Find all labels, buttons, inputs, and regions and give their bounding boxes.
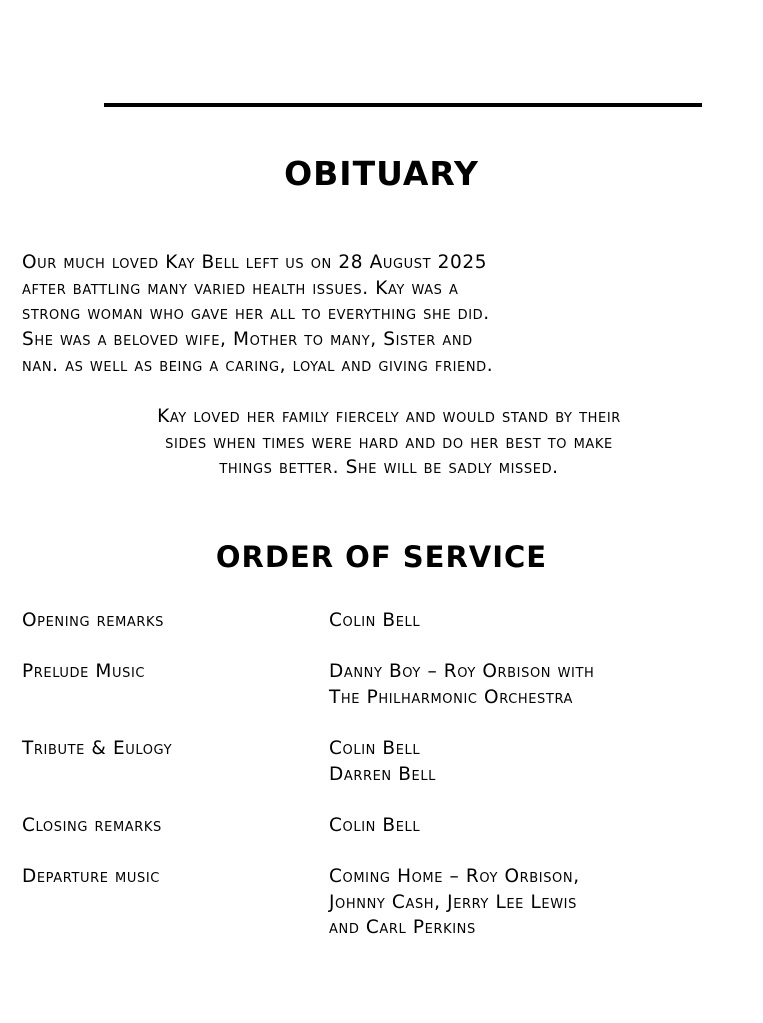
service-item-value-line: Colin Bell xyxy=(329,815,421,836)
obituary-paragraph-1-line: strong woman who gave her all to everything she did. xyxy=(22,303,490,325)
obituary-paragraph-1-line: She was a beloved wife, Mother to many, Sister and xyxy=(22,329,473,351)
obituary-paragraph-2-line: Kay loved her family fiercely and would stand by their xyxy=(157,406,621,427)
service-item-value-line: Coming Home – Roy Orbison, xyxy=(329,866,580,887)
obituary-paragraph-1-line: Our much loved Kay Bell left us on 28 August 2025 xyxy=(22,252,488,273)
service-item-label: Opening remarks xyxy=(22,610,165,631)
service-item-value-line: Colin Bell xyxy=(329,738,421,759)
service-item-value-line: Johnny Cash, Jerry Lee Lewis xyxy=(329,891,577,913)
service-item-value xyxy=(329,608,420,634)
service-item-label: Departure music xyxy=(22,866,160,887)
obituary-paragraph-1-line: nan. as well as being a caring, loyal and giving friend. xyxy=(22,354,494,376)
obituary-paragraph-1-line: after battling many varied health issues. Kay was a xyxy=(22,277,459,299)
obituary-paragraph-2-line: sides when times were hard and do her best to make xyxy=(165,431,613,453)
obituary-title: OBITUARY xyxy=(284,154,479,193)
service-item-value-line: and Carl Perkins xyxy=(329,917,476,939)
service-item-label: Closing remarks xyxy=(22,815,162,836)
service-item-value-line: The Philharmonic Orchestra xyxy=(329,686,574,708)
service-item-value-line: Danny Boy – Roy Orbison with xyxy=(329,661,595,682)
service-item-value-line: Darren Bell xyxy=(329,763,437,785)
service-item-value xyxy=(329,736,436,787)
service-item-value xyxy=(329,864,580,941)
service-item-value xyxy=(329,813,420,839)
service-item-value xyxy=(329,659,594,710)
service-item-label: Prelude Music xyxy=(22,661,146,682)
service-item-label: Tribute & Eulogy xyxy=(22,738,173,759)
obituary-paragraph-2-line: things better. She will be sadly missed. xyxy=(219,457,559,479)
order-of-service-title: ORDER OF SERVICE xyxy=(215,540,548,574)
service-item-value-line: Colin Bell xyxy=(329,610,421,631)
